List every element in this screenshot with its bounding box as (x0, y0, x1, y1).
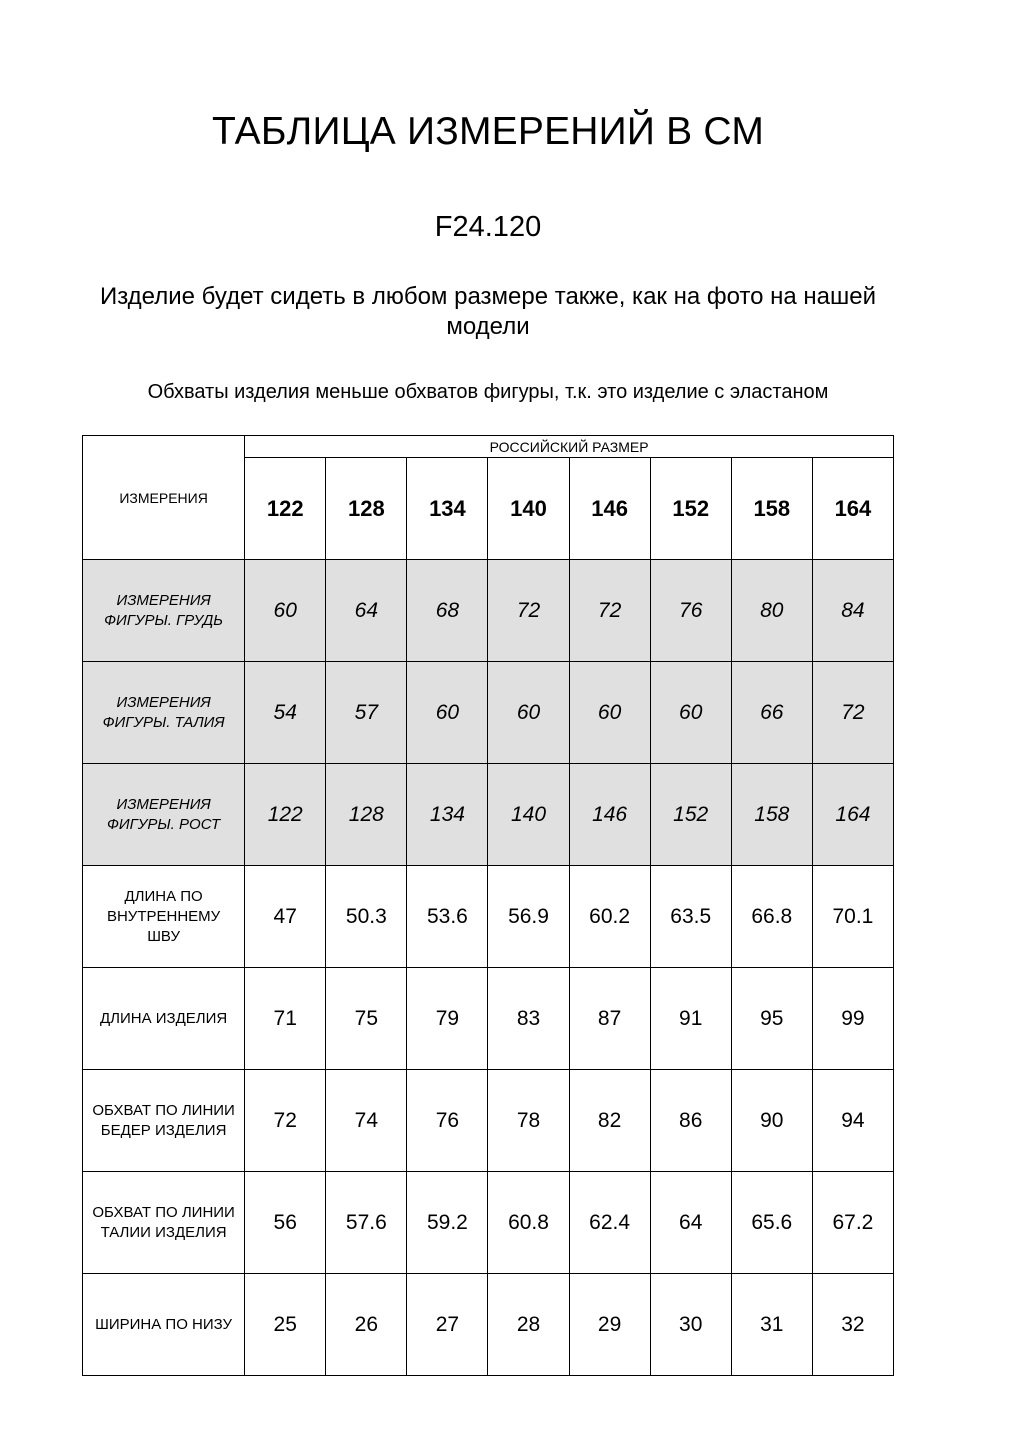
value-cell: 60 (569, 662, 650, 764)
value-cell: 72 (245, 1070, 326, 1172)
russian-size-header: РОССИЙСКИЙ РАЗМЕР (245, 436, 894, 458)
size-table (82, 435, 894, 1376)
size-header-cell: 158 (731, 458, 812, 560)
size-header-cell: 146 (569, 458, 650, 560)
value-cell: 79 (407, 968, 488, 1070)
value-cell: 76 (650, 560, 731, 662)
value-cell: 60 (407, 662, 488, 764)
value-cell: 82 (569, 1070, 650, 1172)
value-cell: 86 (650, 1070, 731, 1172)
value-cell: 90 (731, 1070, 812, 1172)
value-cell: 50.3 (326, 866, 407, 968)
value-cell: 25 (245, 1274, 326, 1376)
row-label: ШИРИНА ПО НИЗУ (83, 1274, 245, 1376)
value-cell: 53.6 (407, 866, 488, 968)
value-cell: 70.1 (812, 866, 893, 968)
value-cell: 68 (407, 560, 488, 662)
value-cell: 72 (488, 560, 569, 662)
value-cell: 65.6 (731, 1172, 812, 1274)
value-cell: 64 (326, 560, 407, 662)
value-cell: 72 (812, 662, 893, 764)
value-cell: 146 (569, 764, 650, 866)
table-header-row (83, 436, 894, 458)
value-cell: 28 (488, 1274, 569, 1376)
value-cell: 152 (650, 764, 731, 866)
value-cell: 75 (326, 968, 407, 1070)
value-cell: 134 (407, 764, 488, 866)
table-row (83, 1172, 894, 1274)
value-cell: 71 (245, 968, 326, 1070)
value-cell: 91 (650, 968, 731, 1070)
value-cell: 78 (488, 1070, 569, 1172)
size-header-cell: 134 (407, 458, 488, 560)
value-cell: 80 (731, 560, 812, 662)
value-cell: 60.2 (569, 866, 650, 968)
value-cell: 56 (245, 1172, 326, 1274)
value-cell: 83 (488, 968, 569, 1070)
value-cell: 56.9 (488, 866, 569, 968)
row-label: ИЗМЕРЕНИЯ ФИГУРЫ. ГРУДЬ (83, 560, 245, 662)
value-cell: 66 (731, 662, 812, 764)
size-header-cell: 152 (650, 458, 731, 560)
size-header-cell: 140 (488, 458, 569, 560)
row-label: ИЗМЕРЕНИЯ ФИГУРЫ. РОСТ (83, 764, 245, 866)
value-cell: 99 (812, 968, 893, 1070)
value-cell: 54 (245, 662, 326, 764)
product-code: F24.120 (434, 211, 542, 243)
row-label: ДЛИНА ИЗДЕЛИЯ (83, 968, 245, 1070)
value-cell: 64 (650, 1172, 731, 1274)
value-cell: 29 (569, 1274, 650, 1376)
value-cell: 32 (812, 1274, 893, 1376)
value-cell: 31 (731, 1274, 812, 1376)
value-cell: 57.6 (326, 1172, 407, 1274)
row-label: ИЗМЕРЕНИЯ ФИГУРЫ. ТАЛИЯ (83, 662, 245, 764)
value-cell: 74 (326, 1070, 407, 1172)
row-label: ОБХВАТ ПО ЛИНИИ БЕДЕР ИЗДЕЛИЯ (83, 1070, 245, 1172)
value-cell: 67.2 (812, 1172, 893, 1274)
value-cell: 84 (812, 560, 893, 662)
size-header-cell: 164 (812, 458, 893, 560)
table-row (83, 968, 894, 1070)
value-cell: 26 (326, 1274, 407, 1376)
value-cell: 63.5 (650, 866, 731, 968)
elastane-note: Обхваты изделия меньше обхватов фигуры, т.к. это изделие с эластаном (147, 381, 829, 403)
value-cell: 62.4 (569, 1172, 650, 1274)
size-header-cell: 128 (326, 458, 407, 560)
value-cell: 72 (569, 560, 650, 662)
value-cell: 60 (488, 662, 569, 764)
measurements-header: ИЗМЕРЕНИЯ (83, 436, 245, 560)
value-cell: 140 (488, 764, 569, 866)
value-cell: 27 (407, 1274, 488, 1376)
table-row (83, 1274, 894, 1376)
table-row (83, 560, 894, 662)
row-label: ОБХВАТ ПО ЛИНИИ ТАЛИИ ИЗДЕЛИЯ (83, 1172, 245, 1274)
value-cell: 47 (245, 866, 326, 968)
fit-subtitle: Изделие будет сидеть в любом размере также, как на фото на нашей модели (99, 283, 877, 340)
value-cell: 87 (569, 968, 650, 1070)
value-cell: 94 (812, 1070, 893, 1172)
value-cell: 128 (326, 764, 407, 866)
value-cell: 164 (812, 764, 893, 866)
value-cell: 122 (245, 764, 326, 866)
value-cell: 158 (731, 764, 812, 866)
page-title: ТАБЛИЦА ИЗМЕРЕНИЙ В СМ (211, 110, 765, 153)
value-cell: 60 (245, 560, 326, 662)
table-row (83, 866, 894, 968)
value-cell: 60.8 (488, 1172, 569, 1274)
value-cell: 66.8 (731, 866, 812, 968)
table-row (83, 662, 894, 764)
value-cell: 60 (650, 662, 731, 764)
value-cell: 76 (407, 1070, 488, 1172)
value-cell: 57 (326, 662, 407, 764)
table-row (83, 1070, 894, 1172)
row-label: ДЛИНА ПО ВНУТРЕННЕМУ ШВУ (83, 866, 245, 968)
size-header-cell: 122 (245, 458, 326, 560)
value-cell: 59.2 (407, 1172, 488, 1274)
value-cell: 95 (731, 968, 812, 1070)
value-cell: 30 (650, 1274, 731, 1376)
table-row (83, 764, 894, 866)
